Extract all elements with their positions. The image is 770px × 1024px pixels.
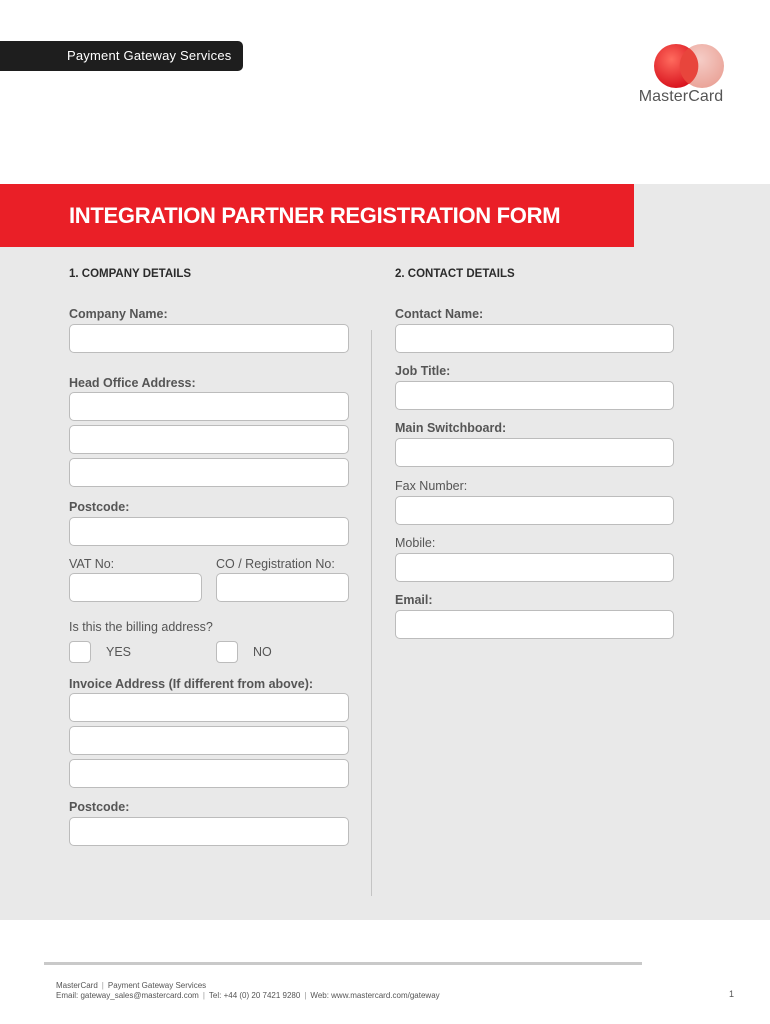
co-registration-field[interactable] [216, 573, 349, 602]
page-number: 1 [729, 989, 735, 999]
invoice-address-label: Invoice Address (If different from above): [69, 677, 314, 691]
invoice-line2-field[interactable] [69, 726, 349, 755]
billing-yes-label: YES [106, 645, 132, 659]
footer-rule [44, 962, 642, 965]
contact-details-heading: 2. CONTACT DETAILS [395, 268, 515, 280]
invoice-line1-field[interactable] [69, 693, 349, 722]
billing-no-checkbox[interactable] [216, 641, 238, 663]
co-registration-label: CO / Registration No: [216, 557, 335, 571]
mastercard-circles-icon [652, 42, 728, 90]
mobile-label: Mobile: [395, 536, 436, 550]
mobile-field[interactable] [395, 553, 674, 582]
switchboard-field[interactable] [395, 438, 674, 467]
footer-email: Email: gateway_sales@mastercard.com [56, 991, 199, 1000]
billing-yes-checkbox[interactable] [69, 641, 91, 663]
form-title: INTEGRATION PARTNER REGISTRATION FORM [69, 203, 561, 228]
header-tab [0, 41, 243, 71]
footer-service: Payment Gateway Services [107, 981, 207, 990]
switchboard-label: Main Switchboard: [395, 421, 507, 435]
footer-tel: Tel: +44 (0) 20 7421 9280 [208, 991, 301, 1000]
contact-name-label: Contact Name: [395, 307, 484, 321]
head-office-label: Head Office Address: [69, 376, 196, 390]
head-office-line2-field[interactable] [69, 425, 349, 454]
header-tab-label: Payment Gateway Services [67, 48, 232, 63]
vat-label: VAT No: [69, 557, 115, 571]
mastercard-logo [640, 38, 740, 108]
invoice-line3-field[interactable] [69, 759, 349, 788]
head-office-line3-field[interactable] [69, 458, 349, 487]
email-label: Email: [395, 593, 433, 607]
company-name-field[interactable] [69, 324, 349, 353]
column-divider [371, 330, 372, 896]
invoice-postcode-label: Postcode: [69, 800, 130, 814]
job-title-field[interactable] [395, 381, 674, 410]
billing-question-label: Is this the billing address? [69, 620, 213, 634]
fax-field[interactable] [395, 496, 674, 525]
footer-line2: Email: gateway_sales@mastercard.com | Tel: +44 (0) 20 7421 9280 | Web: www.mastercard.com/gateway [56, 991, 440, 1000]
billing-no-label: NO [253, 645, 272, 659]
fax-label: Fax Number: [395, 479, 468, 493]
invoice-postcode-field[interactable] [69, 817, 349, 846]
brand-wordmark: MasterCard [638, 88, 724, 105]
email-field[interactable] [395, 610, 674, 639]
job-title-label: Job Title: [395, 364, 451, 378]
title-bar [0, 184, 634, 247]
footer-company: MasterCard [56, 981, 98, 990]
contact-name-field[interactable] [395, 324, 674, 353]
company-name-label: Company Name: [69, 307, 168, 321]
company-details-heading: 1. COMPANY DETAILS [69, 268, 192, 280]
postcode-field[interactable] [69, 517, 349, 546]
vat-field[interactable] [69, 573, 202, 602]
head-office-line1-field[interactable] [69, 392, 349, 421]
postcode-label: Postcode: [69, 500, 130, 514]
footer-web: Web: www.mastercard.com/gateway [310, 991, 440, 1000]
footer-line1: MasterCard | Payment Gateway Services [56, 981, 207, 990]
